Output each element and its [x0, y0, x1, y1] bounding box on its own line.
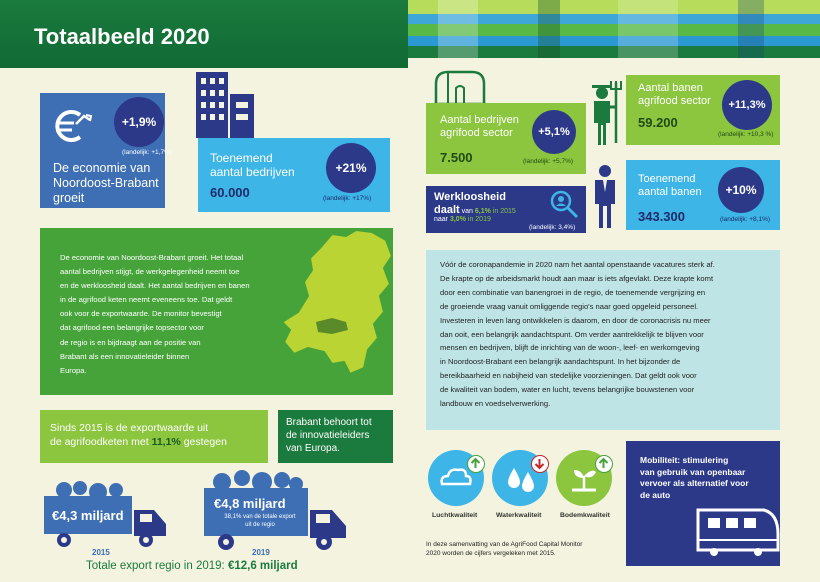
economy-growth-badge: +1,9%	[114, 97, 164, 147]
innovation-text: Brabant behoort tot de innovatieleiders van Europa.	[286, 417, 372, 454]
economy-text: De economie van Noordoost-Brabant groeit	[53, 161, 159, 205]
page-title: Totaalbeeld 2020	[34, 24, 210, 49]
euro-icon	[50, 106, 94, 151]
agri-jobs-national: (landelijk: +10,3 %)	[718, 131, 774, 138]
export-growth-text: Sinds 2015 is de exportwaarde uit de agrifoodketen met 11,1% gestegen	[50, 422, 227, 448]
truck-2019-value: €4,8 miljard	[214, 496, 286, 511]
soil-up-arrow-icon	[595, 455, 613, 473]
footnote: In deze samenvatting van de AgriFood Capital Monitor 2020 worden de cijfers vergeleken met 2015.	[426, 541, 583, 557]
jobs-national: (landelijk: +8,1%)	[720, 216, 771, 223]
jobs-value: 343.300	[638, 209, 685, 224]
companies-national: (landelijk: +17%)	[323, 195, 372, 202]
soil-quality-label: Bodemkwaliteit	[560, 512, 610, 519]
mobility-text: Mobiliteit: stimulering van gebruik van openbaar vervoer als alternatief voor de auto	[640, 455, 749, 500]
summary-text: De economie van Noordoost-Brabant groeit. Het totaal aantal bedrijven stijgt, de werkgelegenheid neemt toe en de werkloosheid daalt. Het aantal bedrijven en banen in de agrifood keten neemt eveneens toe. Dat geldt ook voor de exportwaarde. De monitor bevestigt dat agrifood een belangrijke topsector voor de regio is en bijdraagt aan de positie van Brabant als een innovatieleider binnen Europa.	[60, 253, 250, 375]
truck-2015-year: 2015	[92, 548, 110, 557]
agri-companies-national: (landelijk: +5,7%)	[523, 158, 574, 165]
magnifier-person-icon	[549, 189, 579, 224]
labour-text: Vóór de coronapandemie in 2020 nam het aantal openstaande vacatures sterk af. De krapte op de arbeidsmarkt houdt aan maar is iets afgevlakt. Deze krapte komt door een combinatie van banengroei in de regio, de toenemende vergrijzing en de groeiende vraag vanuit omliggende regio's naar goed opgeleid personeel. Investeren in leven lang ontwikkelen is daarom, en door de coronacrisis nu meer dan ooit, een belangrijk aandachtspunt. Om verder aantrekkelijk te blijven voor mensen en bedrijven, blijft de inrichting van de woon-, leef- en werkomgeving in Noordoost-Brabant een belangrijk aandachtspunt. In het bijzonder de bereikbaarheid en nabijheid van stedelijke voorzieningen. Dat geldt ook voor de kwaliteit van bodem, water en lucht, tevens belangrijke bouwstenen voor landbouw en voedselverwerking.	[440, 260, 715, 409]
water-quality-label: Waterkwaliteit	[496, 512, 542, 519]
agri-companies-value: 7.500	[440, 150, 473, 165]
total-export: Totale export regio in 2019: €12,6 miljard	[86, 560, 298, 572]
economy-national: (landelijk: +1,7%)	[122, 149, 173, 156]
agri-companies-growth-badge: +5,1%	[532, 110, 576, 154]
companies-label: Toenemend aantal bedrijven	[210, 151, 295, 179]
jobs-growth-badge: +10%	[718, 167, 764, 213]
air-quality-label: Luchtkwaliteit	[432, 512, 478, 519]
train-icon	[694, 500, 780, 565]
truck-2019-note: 38,1% van de totale export uit de regio	[224, 514, 296, 528]
header-stripes	[408, 0, 820, 58]
agri-jobs-value: 59.200	[638, 115, 678, 130]
truck-2015-value: €4,3 miljard	[52, 508, 124, 523]
businessman-icon	[592, 164, 618, 235]
agri-jobs-growth-badge: +11,3%	[722, 80, 772, 130]
buildings-icon	[196, 72, 256, 143]
jobs-label: Toenemend aantal banen	[638, 173, 702, 198]
unemployment-national: (landelijk: 3,4%)	[529, 224, 576, 231]
truck-2019-year: 2019	[252, 548, 270, 557]
agri-jobs-label: Aantal banen agrifood sector	[638, 82, 711, 107]
farmer-icon	[588, 77, 624, 152]
water-down-arrow-icon	[531, 455, 549, 473]
companies-value: 60.000	[210, 185, 250, 200]
unemployment-text: Werkloosheid daalt van 6,1% in 2015 naar 3,0% in 2019	[434, 191, 516, 223]
companies-growth-badge: +21%	[326, 143, 376, 193]
agri-companies-label: Aantal bedrijven agrifood sector	[440, 114, 519, 139]
air-up-arrow-icon	[467, 455, 485, 473]
